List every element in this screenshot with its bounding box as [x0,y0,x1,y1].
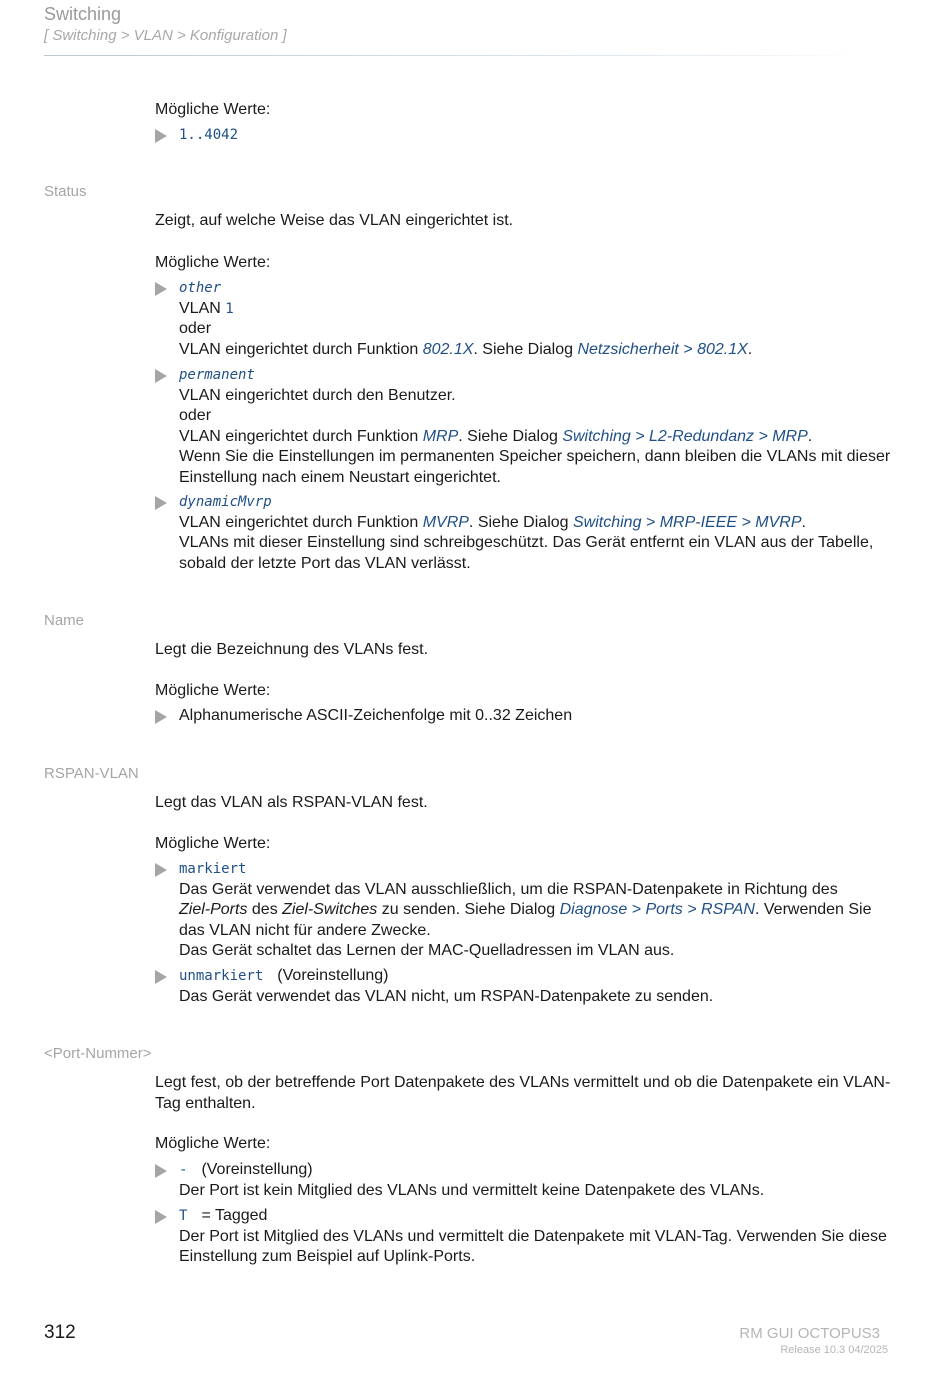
text: . [747,340,753,358]
text: Alphanumerische ASCII-Zeichenfolge mit 0..32 Zeichen [179,707,573,724]
text: zu senden. Siehe Dialog [377,901,560,918]
status-description: Zeigt, auf welche Weise das VLAN eingerichtet ist. [155,212,514,229]
list-item-other [155,278,895,360]
bullet-triangle-icon [155,863,167,877]
bullet-triangle-icon [155,129,167,143]
tagged-note: = Tagged [201,1207,268,1224]
text: . Siehe Dialog [458,427,563,445]
header-divider [44,55,864,56]
default-note: (Voreinstellung) [277,967,389,984]
text: Ziel-Ports [179,901,248,918]
bullet-triangle-icon [155,369,167,383]
value-code: - [179,1162,188,1178]
list-item [155,706,895,727]
text: VLAN [179,299,226,317]
bullet-triangle-icon [155,1164,167,1178]
page-header [44,4,287,47]
text: des [247,901,283,918]
text: VLAN eingerichtet durch Funktion [179,513,423,531]
dialog-link[interactable]: Diagnose > Ports > RSPAN [559,901,755,918]
bullet-triangle-icon [155,970,167,984]
list-item-dash [155,1160,895,1201]
text: VLAN eingerichtet durch den Benutzer. [179,386,456,404]
function-link[interactable]: MVRP [422,513,469,531]
function-link[interactable]: 802.1X [422,340,474,358]
chapter-title: Switching [44,4,122,24]
possible-values-label: Mögliche Werte: [155,682,271,699]
bullet-triangle-icon [155,282,167,296]
value-code: markiert [179,861,247,877]
possible-values-label: Mögliche Werte: [155,1135,271,1152]
possible-values-label: Mögliche Werte: [155,101,271,118]
value-code: unmarkiert [179,968,264,984]
possible-values-label: Mögliche Werte: [155,835,271,852]
value-code: dynamicMvrp [179,494,272,510]
default-note: (Voreinstellung) [201,1161,313,1178]
value-code: other [179,280,222,296]
text: . Verwenden Sie das VLAN nicht für andere Zwecke. [179,901,872,939]
text: Das Gerät verwendet das VLAN nicht, um RSPAN-Datenpakete zu senden. [179,987,714,1005]
value-code: T [179,1208,188,1224]
document-title: RM GUI OCTOPUS3 [739,1325,880,1342]
text: Der Port ist kein Mitglied des VLANs und vermittelt keine Datenpakete des VLANs. [179,1181,765,1199]
bullet-triangle-icon [155,710,167,724]
text: Der Port ist Mitglied des VLANs und vermittelt die Datenpakete mit VLAN-Tag. Verwenden Sie diese Einstellung zum Beispiel auf Uplink-Ports. [179,1227,887,1265]
bullet-triangle-icon [155,496,167,510]
text: oder [179,320,212,337]
value-code: permanent [179,367,255,383]
breadcrumb: [ Switching > VLAN > Konfiguration ] [44,27,287,44]
list-item-permanent [155,365,895,488]
text: . Siehe Dialog [468,513,573,531]
text: VLAN eingerichtet durch Funktion [179,340,423,358]
dialog-link[interactable]: Netzsicherheit > 802.1X [577,340,748,358]
list-item-dynamic-mvrp [155,492,895,574]
text: Das Gerät schaltet das Lernen der MAC-Quelladressen im VLAN aus. [179,942,675,959]
page-number: 312 [44,1322,76,1343]
value-code: 1..4042 [179,127,239,143]
list-item [155,125,895,146]
term-port-nummer: <Port-Nummer> [44,1045,152,1062]
rspan-description: Legt das VLAN als RSPAN-VLAN fest. [155,794,428,811]
text: Das Gerät verwendet das VLAN ausschließlich, um die RSPAN-Datenpakete in Richtung des [179,880,838,898]
possible-values-label: Mögliche Werte: [155,254,271,271]
text: . Siehe Dialog [473,340,578,358]
text: Wenn Sie die Einstellungen im permanenten Speicher speichern, dann bleiben die VLANs mit dieser Einstellung nach einem Neustart eingerichtet. [179,448,891,486]
list-item-unmarkiert [155,966,895,1007]
text: VLAN eingerichtet durch Funktion [179,427,423,445]
term-status: Status [44,183,87,200]
bullet-triangle-icon [155,1210,167,1224]
function-link[interactable]: MRP [422,427,459,445]
text: . [801,513,806,531]
text: VLANs mit dieser Einstellung sind schreibgeschützt. Das Gerät entfernt ein VLAN aus der Tabelle, sobald der letzte Port das VLAN verlässt. [179,534,874,572]
name-description: Legt die Bezeichnung des VLANs fest. [155,641,429,658]
value-code: 1 [225,300,234,317]
text: . [807,427,813,445]
term-name: Name [44,612,85,629]
term-rspan-vlan: RSPAN-VLAN [44,765,139,782]
port-description: Legt fest, ob der betreffende Port Datenpakete des VLANs vermittelt und ob die Datenpakete ein VLAN-Tag enthalten. [155,1074,891,1112]
dialog-link[interactable]: Switching > L2-Redundanz > MRP [562,427,808,445]
list-item-tagged [155,1206,895,1268]
text: oder [179,407,212,424]
text: Ziel-Switches [282,901,378,918]
list-item-markiert [155,859,895,962]
release-info: Release 10.3 04/2025 [780,1344,888,1356]
dialog-link[interactable]: Switching > MRP-IEEE > MVRP [572,513,802,531]
